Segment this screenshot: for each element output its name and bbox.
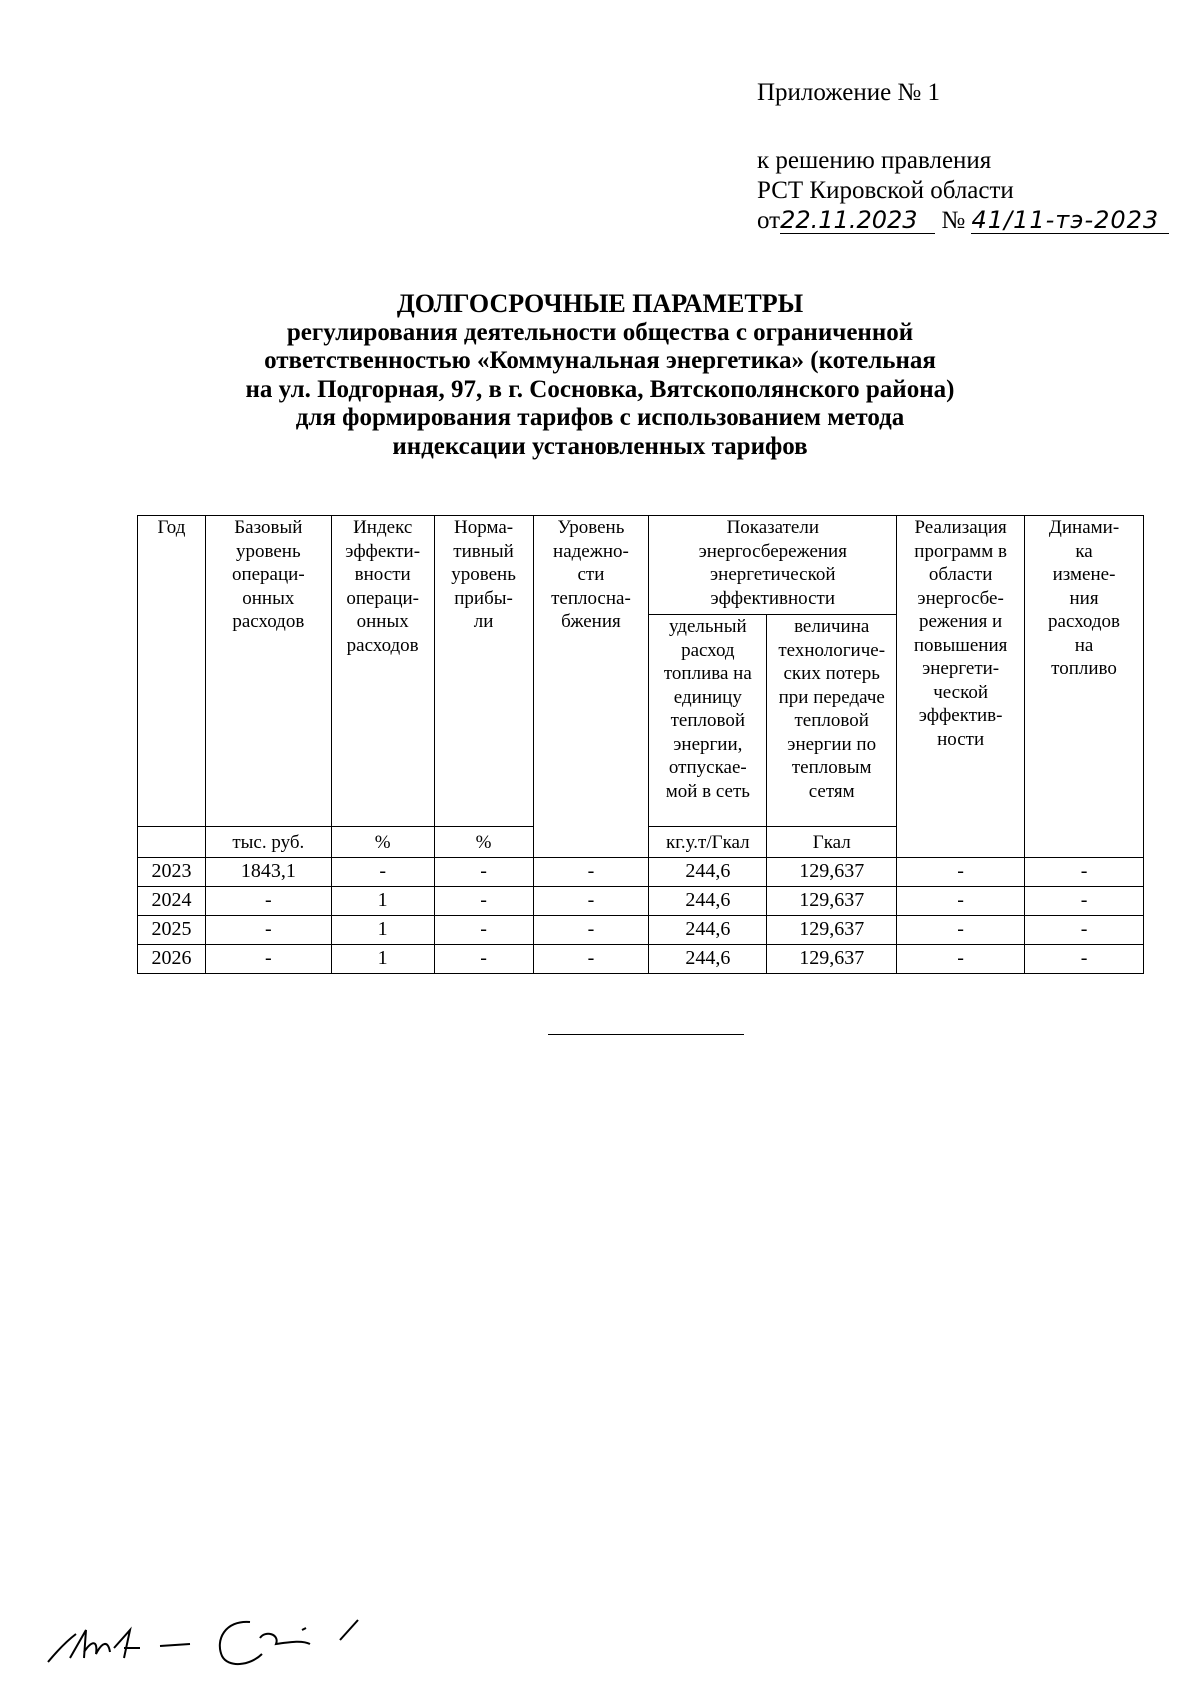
header-line: эффективности — [710, 587, 836, 609]
cell-fuel: 244,6 — [649, 887, 767, 916]
header-line: Индекс — [353, 517, 413, 538]
cell-dynamics: - — [1025, 887, 1144, 916]
header-base-level — [205, 516, 331, 827]
cell-reliability: - — [533, 945, 649, 974]
cell-dynamics: - — [1025, 858, 1144, 887]
appendix-number: Приложение № 1 — [757, 79, 941, 106]
unit-normative-profit: % — [434, 827, 533, 858]
cell-fuel: 244,6 — [649, 858, 767, 887]
header-line: тепловой — [794, 710, 869, 731]
header-line: тепловым — [791, 757, 872, 778]
header-line: операци- — [231, 564, 305, 585]
header-efficiency-index — [331, 516, 434, 827]
header-line: величина — [794, 616, 870, 637]
header-line: режения и — [918, 611, 1003, 632]
header-line: Показатели — [726, 517, 819, 538]
cell-profit: - — [434, 916, 533, 945]
header-line: Базовый — [234, 517, 303, 538]
parameters-table — [137, 515, 1144, 974]
header-line: ка — [1075, 540, 1093, 562]
table-row — [138, 916, 1144, 945]
header-line: Реализация — [914, 517, 1007, 538]
cell-index: 1 — [331, 945, 434, 974]
header-line: топливо — [1051, 658, 1117, 679]
header-line: онных — [356, 611, 409, 632]
header-line: технологиче- — [778, 639, 886, 661]
document-title — [0, 290, 1200, 461]
header-line: онных — [242, 587, 295, 609]
cell-losses: 129,637 — [767, 858, 897, 887]
header-line: энергети- — [922, 658, 1000, 679]
header-reliability — [533, 516, 649, 858]
header-line: энергии, — [673, 733, 743, 755]
header-line: энергосбережения — [698, 540, 847, 562]
cell-index: - — [331, 858, 434, 887]
header-line: ческой — [933, 681, 989, 703]
header-line: топлива на — [663, 663, 752, 684]
header-line: измене- — [1052, 564, 1116, 585]
header-line: уровень — [235, 540, 301, 562]
cell-profit: - — [434, 858, 533, 887]
cell-fuel: 244,6 — [649, 916, 767, 945]
cell-base: - — [205, 916, 331, 945]
cell-programs: - — [897, 916, 1025, 945]
decision-number: 41/11-тэ-2023 — [971, 207, 1169, 234]
header-fuel-rate — [649, 615, 767, 827]
cell-base: - — [205, 887, 331, 916]
unit-base-level: тыс. руб. — [205, 827, 331, 858]
header-year: Год — [138, 516, 206, 827]
handwritten-signature — [40, 1600, 380, 1675]
cell-dynamics: - — [1025, 916, 1144, 945]
cell-index: 1 — [331, 887, 434, 916]
header-line: тивный — [453, 540, 514, 562]
cell-reliability: - — [533, 858, 649, 887]
unit-losses: Гкал — [767, 827, 897, 858]
header-line: сти — [577, 564, 605, 585]
header-line: бжения — [561, 611, 621, 632]
header-line: ли — [473, 611, 494, 632]
header-line: сетям — [808, 780, 855, 802]
header-line: на — [1074, 634, 1094, 656]
table-row — [138, 858, 1144, 887]
header-line: уровень — [451, 564, 516, 585]
title-main: ДОЛГОСРОЧНЫЕ ПАРАМЕТРЫ — [396, 289, 804, 318]
header-line: Динами- — [1048, 517, 1120, 538]
cell-fuel: 244,6 — [649, 945, 767, 974]
header-line: расход — [681, 639, 735, 661]
cell-losses: 129,637 — [767, 945, 897, 974]
header-line: теплосна- — [551, 587, 631, 609]
cell-year: 2026 — [138, 945, 206, 974]
end-rule — [548, 1034, 744, 1035]
cell-reliability: - — [533, 916, 649, 945]
date-prefix: от — [757, 207, 781, 234]
cell-losses: 129,637 — [767, 887, 897, 916]
header-programs — [897, 516, 1025, 858]
header-line: расходов — [346, 634, 419, 656]
table-row — [138, 887, 1144, 916]
header-line: Норма- — [454, 517, 514, 538]
header-line: надежно- — [553, 540, 629, 562]
header-line: расходов — [232, 611, 305, 632]
header-normative-profit — [434, 516, 533, 827]
cell-base: - — [205, 945, 331, 974]
header-line: удельный — [668, 616, 747, 637]
decision-line-2: РСТ Кировской области — [757, 177, 1014, 204]
title-line-2: ответственностью «Коммунальная энергетика» (котельная — [264, 347, 936, 374]
cell-year: 2025 — [138, 916, 206, 945]
cell-dynamics: - — [1025, 945, 1144, 974]
header-line: единицу — [673, 686, 742, 708]
header-line: ских потерь — [783, 663, 880, 684]
header-line: ния — [1069, 587, 1099, 609]
unit-year — [138, 827, 206, 858]
header-line: тепловой — [670, 710, 746, 731]
header-line: Уровень — [557, 517, 625, 538]
number-prefix: № — [941, 207, 966, 234]
header-energy-indicators — [649, 516, 897, 615]
title-line-3: на ул. Подгорная, 97, в г. Сосновка, Вятскополянского района) — [245, 375, 955, 403]
header-line: операци- — [346, 587, 420, 609]
cell-programs: - — [897, 858, 1025, 887]
header-line: энергосбе- — [917, 587, 1004, 609]
header-line: повышения — [913, 634, 1008, 656]
header-line: прибы- — [454, 587, 513, 609]
cell-base: 1843,1 — [205, 858, 331, 887]
decision-line-1: к решению правления — [757, 147, 992, 174]
header-fuel-dynamics — [1025, 516, 1144, 858]
cell-programs: - — [897, 945, 1025, 974]
unit-fuel-rate: кг.у.т/Гкал — [649, 827, 767, 858]
header-line: области — [928, 564, 993, 585]
cell-reliability: - — [533, 887, 649, 916]
title-line-1: регулирования деятельности общества с ограниченной — [286, 318, 914, 346]
header-line: расходов — [1048, 611, 1121, 632]
header-line: при передаче — [778, 686, 885, 708]
title-line-4: для формирования тарифов с использованием метода — [295, 404, 905, 431]
header-line: вности — [354, 564, 411, 585]
cell-year: 2024 — [138, 887, 206, 916]
cell-year: 2023 — [138, 858, 206, 887]
cell-programs: - — [897, 887, 1025, 916]
header-line: отпускае- — [668, 757, 747, 778]
cell-losses: 129,637 — [767, 916, 897, 945]
unit-efficiency-index: % — [331, 827, 434, 858]
cell-index: 1 — [331, 916, 434, 945]
appendix-block — [757, 78, 1169, 236]
header-line: энергетической — [710, 564, 836, 585]
header-line: мой в сеть — [665, 780, 750, 802]
title-line-5: индексации установленных тарифов — [392, 432, 808, 460]
header-line: эффектив- — [918, 705, 1003, 726]
header-line: эффекти- — [345, 540, 421, 562]
header-losses — [767, 615, 897, 827]
table-row — [138, 945, 1144, 974]
decision-date: 22.11.2023 — [780, 207, 935, 234]
header-line: энергии по — [787, 733, 877, 755]
cell-profit: - — [434, 945, 533, 974]
cell-profit: - — [434, 887, 533, 916]
header-line: программ в — [914, 540, 1007, 562]
decision-date-line — [757, 206, 1169, 236]
header-line: ности — [937, 728, 985, 750]
